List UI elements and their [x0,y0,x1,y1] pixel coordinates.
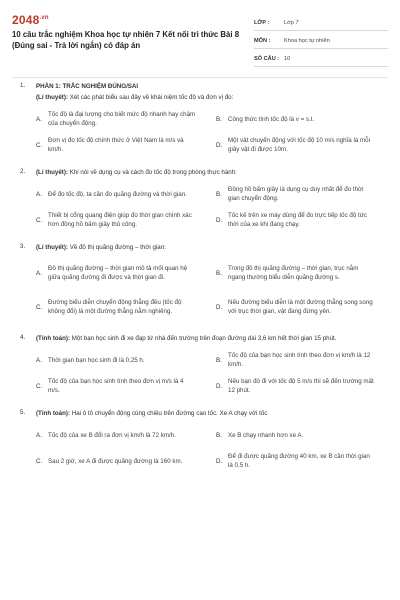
option-grid [36,256,382,324]
option-letter: B. [216,269,222,277]
question-number: 3. [20,243,26,250]
option-a[interactable] [36,181,202,207]
option-letter: C. [36,382,43,390]
option-text: Tốc độ là đại lượng cho biết mức độ nhanh hay chậm của chuyển động. [48,111,196,127]
question-text [36,168,382,177]
question-body: Khi nói về dụng cụ và cách đo tốc độ trong phòng thực hành: [67,169,237,176]
option-text: Nếu bạn đó đi với tốc độ 5 m/s thì sẽ đến trường mất 12 phút. [228,378,374,394]
option-text: Để đi được quãng đường 40 km, xe B cần thời gian là 0,5 h. [228,453,370,469]
option-c[interactable] [36,207,202,233]
header-divider [12,77,388,78]
question-type: (Lí thuyết): [36,169,68,176]
question-2 [22,168,382,233]
option-a[interactable] [36,256,202,290]
question-number: 2. [20,168,26,175]
option-letter: D. [216,141,223,149]
option-text: Sau 2 giờ, xe A đi được quãng đường là 160 km. [48,457,183,465]
option-letter: C. [36,216,43,224]
option-a[interactable] [36,422,202,448]
option-text: Thời gian bạn học sinh đi là 0,25 h. [48,356,145,364]
section-heading [36,82,382,91]
option-letter: C. [36,457,43,465]
option-b[interactable] [216,181,382,207]
option-letter: B. [216,431,222,439]
question-text [36,243,382,252]
option-grid [36,422,382,474]
question-list [0,82,400,474]
question-body: Xét các phát biểu sau đây về khái niệm tốc độ và đơn vị đo: [67,94,234,101]
option-letter: A. [36,115,42,123]
question-body: Hai ô tô chuyển động cùng chiều trên đường cao tốc. Xe A chạy với tốc [70,410,268,417]
option-letter: D. [216,216,223,224]
meta-box [254,16,388,67]
page-title: 10 câu trắc nghiệm Khoa học tự nhiên 7 Kết nối tri thức Bài 8 (Đúng sai - Trả lời ngắn) có đáp án [12,30,240,50]
section-title: PHẦN 1: TRẮC NGHIỆM ĐÚNG/SAI [36,83,139,90]
option-c[interactable] [36,373,202,399]
option-d[interactable] [216,448,382,474]
question-5 [22,409,382,474]
option-letter: B. [216,190,222,198]
logo-suffix: .vn [39,15,49,21]
meta-row-class [254,16,388,31]
option-a[interactable] [36,106,202,132]
question-number: 5. [20,409,26,416]
option-letter: C. [36,303,43,311]
question-text [36,93,382,102]
meta-label: LỚP : [254,20,270,26]
option-text: Trong đồ thị quãng đường – thời gian, trục nằm ngang thường biểu diễn quãng đường s. [228,265,359,281]
option-text: Tốc kế trên xe máy dùng để đo trực tiếp tốc độ tức thời của xe khi đang chạy. [228,212,367,228]
option-text: Đồ thị quãng đường – thời gian mô tả mối quan hệ giữa quãng đường đi được và thời gian đi. [48,265,188,281]
question-type: (Tính toán): [36,335,71,342]
option-letter: A. [36,269,42,277]
option-c[interactable] [36,448,202,474]
option-text: Tốc độ của bạn học sinh tính theo đơn vị m/s là 4 m/s. [48,378,184,394]
option-c[interactable] [36,290,202,324]
option-b[interactable] [216,106,382,132]
meta-label: SỐ CÂU : [254,56,280,62]
meta-label: MÔN : [254,38,271,44]
option-d[interactable] [216,373,382,399]
question-number: 1. [20,82,26,89]
meta-value: Lớp 7 [284,20,299,26]
option-text: Xe B chạy nhanh hơn xe A. [228,431,304,439]
option-text: Một vật chuyển động với tốc độ 10 m/s nghĩa là mỗi giây vật đi được 10m. [228,137,370,153]
option-d[interactable] [216,207,382,233]
meta-value: Khoa học tự nhiên [284,38,330,44]
question-type: (Lí thuyết): [36,94,68,101]
option-letter: B. [216,115,222,123]
page-header [0,0,400,72]
option-grid [36,106,382,158]
meta-row-subject [254,34,388,49]
question-number: 4. [20,334,26,341]
question-4 [22,334,382,399]
option-text: Công thức tính tốc độ là v = s.t. [228,115,315,123]
option-d[interactable] [216,132,382,158]
option-b[interactable] [216,256,382,290]
option-letter: D. [216,303,223,311]
option-b[interactable] [216,347,382,373]
option-grid [36,181,382,233]
option-text: Nếu đường biểu diễn là một đường thẳng song song với trục thời gian, vật đang đứng yên. [228,299,373,315]
question-3 [22,243,382,324]
option-letter: D. [216,382,223,390]
question-type: (Tính toán): [36,410,71,417]
meta-row-count [254,52,388,67]
question-text [36,409,382,418]
question-body: Một bạn học sinh đi xe đạp từ nhà đến trường trên đoạn đường dài 3,6 km hết thời gian 15 phút. [70,335,337,342]
option-b[interactable] [216,422,382,448]
option-grid [36,347,382,399]
option-text: Đồng hồ bấm giây là dụng cụ duy nhất để đo thời gian chuyển động. [228,186,364,202]
option-text: Tốc độ của xe B đổi ra đơn vị km/h là 72 km/h. [48,431,176,439]
option-text: Tốc độ của bạn học sinh tính theo đơn vị km/h là 12 km/h. [228,352,371,368]
option-d[interactable] [216,290,382,324]
option-letter: A. [36,356,42,364]
option-letter: B. [216,356,222,364]
option-a[interactable] [36,347,202,373]
option-letter: D. [216,457,223,465]
site-logo[interactable] [12,13,49,27]
question-type: (Lí thuyết): [36,244,68,251]
option-text: Đơn vị đo tốc độ chính thức ở Việt Nam là m/s và km/h. [48,137,184,153]
option-c[interactable] [36,132,202,158]
question-text [36,334,382,343]
option-letter: A. [36,431,42,439]
question-body: Về đồ thị quãng đường – thời gian: [67,244,166,251]
option-text: Thiết bị cổng quang điện giúp đo thời gian chính xác hơn đồng hồ bấm giây thủ công. [48,212,192,228]
option-text: Đường biểu diễn chuyển động thẳng đều (tốc độ không đổi) là một đường thẳng nằm nghiêng. [48,299,182,315]
logo-text: 2048 [12,13,40,27]
option-text: Để đo tốc độ, ta cần đo quãng đường và thời gian. [48,190,187,198]
option-letter: C. [36,141,43,149]
question-1 [22,82,382,158]
option-letter: A. [36,190,42,198]
meta-value: 10 [284,56,291,62]
